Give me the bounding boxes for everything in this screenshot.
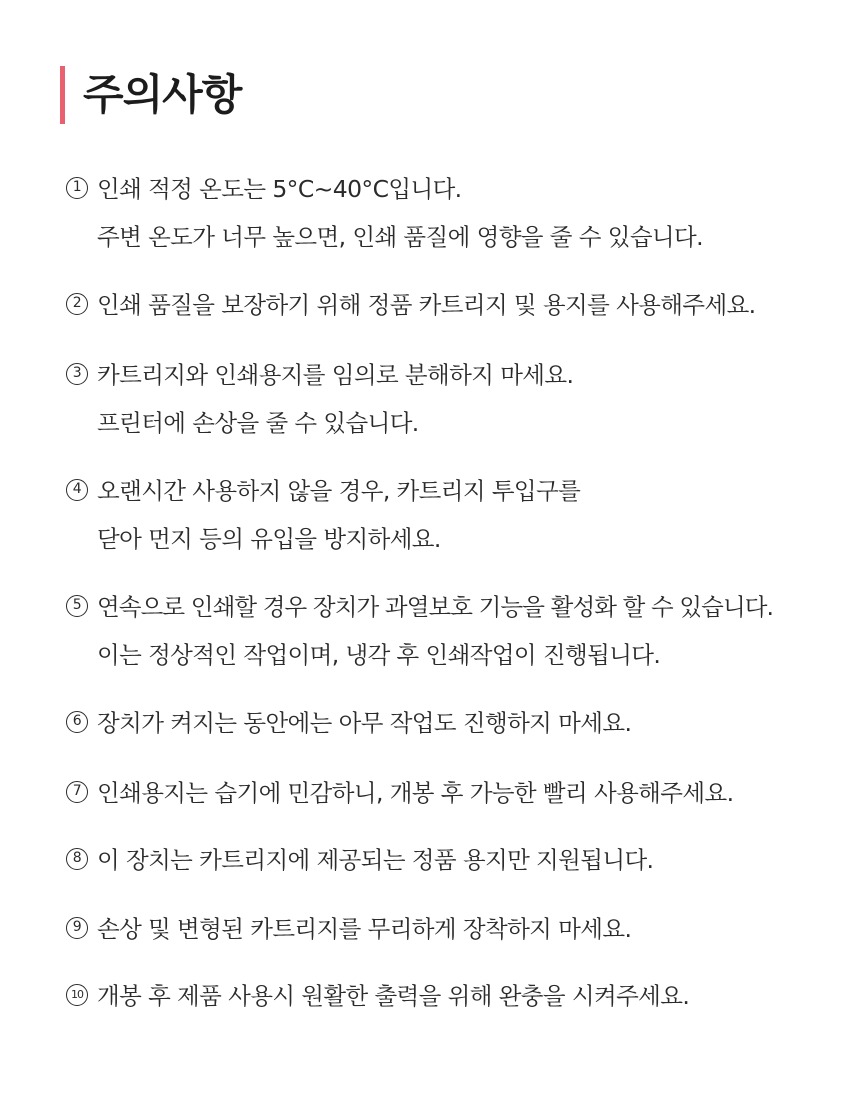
notice-item-2 xyxy=(66,281,840,329)
notice-text: 이 장치는 카트리지에 제공되는 정품 용지만 지원됩니다. xyxy=(97,846,654,874)
notice-item-8 xyxy=(66,836,840,884)
notice-item-6 xyxy=(66,699,840,747)
notice-number-5: 5 xyxy=(66,595,88,617)
notice-number-6: 6 xyxy=(66,711,88,733)
page-header xyxy=(60,66,241,124)
notice-text: 인쇄 품질을 보장하기 위해 정품 카트리지 및 용지를 사용해주세요. xyxy=(97,291,756,319)
notice-text: 개봉 후 제품 사용시 원활한 출력을 위해 완충을 시켜주세요. xyxy=(97,982,690,1010)
title-accent-bar xyxy=(60,66,65,124)
notice-text: 인쇄 적정 온도는 5°C~40°C입니다. xyxy=(97,175,462,203)
notice-text: 손상 및 변형된 카트리지를 무리하게 장착하지 마세요. xyxy=(97,915,632,943)
notice-item-10 xyxy=(66,972,840,1020)
notice-text: 프린터에 손상을 줄 수 있습니다. xyxy=(97,409,419,437)
notice-number-8: 8 xyxy=(66,848,88,870)
notice-number-10: 10 xyxy=(66,984,88,1006)
notice-number-9: 9 xyxy=(66,917,88,939)
notice-item-3 xyxy=(66,351,840,447)
notice-text: 오랜시간 사용하지 않을 경우, 카트리지 투입구를 xyxy=(97,477,581,505)
notice-text: 연속으로 인쇄할 경우 장치가 과열보호 기능을 활성화 할 수 있습니다. xyxy=(97,593,774,621)
page-title: 주의사항 xyxy=(83,70,242,119)
notice-text: 인쇄용지는 습기에 민감하니, 개봉 후 가능한 빨리 사용해주세요. xyxy=(97,779,734,807)
notice-text: 카트리지와 인쇄용지를 임의로 분해하지 마세요. xyxy=(97,361,574,389)
notice-item-4 xyxy=(66,467,840,563)
notice-number-3: 3 xyxy=(66,363,88,385)
notice-item-7 xyxy=(66,769,840,817)
notice-item-9 xyxy=(66,905,840,953)
notice-text: 주변 온도가 너무 높으면, 인쇄 품질에 영향을 줄 수 있습니다. xyxy=(97,223,703,251)
notice-number-4: 4 xyxy=(66,479,88,501)
notice-text: 이는 정상적인 작업이며, 냉각 후 인쇄작업이 진행됩니다. xyxy=(97,641,661,669)
notice-number-7: 7 xyxy=(66,781,88,803)
notice-text: 닫아 먼지 등의 유입을 방지하세요. xyxy=(97,525,441,553)
notice-text: 장치가 켜지는 동안에는 아무 작업도 진행하지 마세요. xyxy=(97,709,632,737)
notice-number-2: 2 xyxy=(66,293,88,315)
notice-item-1 xyxy=(66,165,840,261)
notice-item-5 xyxy=(66,583,840,679)
notice-number-1: 1 xyxy=(66,177,88,199)
